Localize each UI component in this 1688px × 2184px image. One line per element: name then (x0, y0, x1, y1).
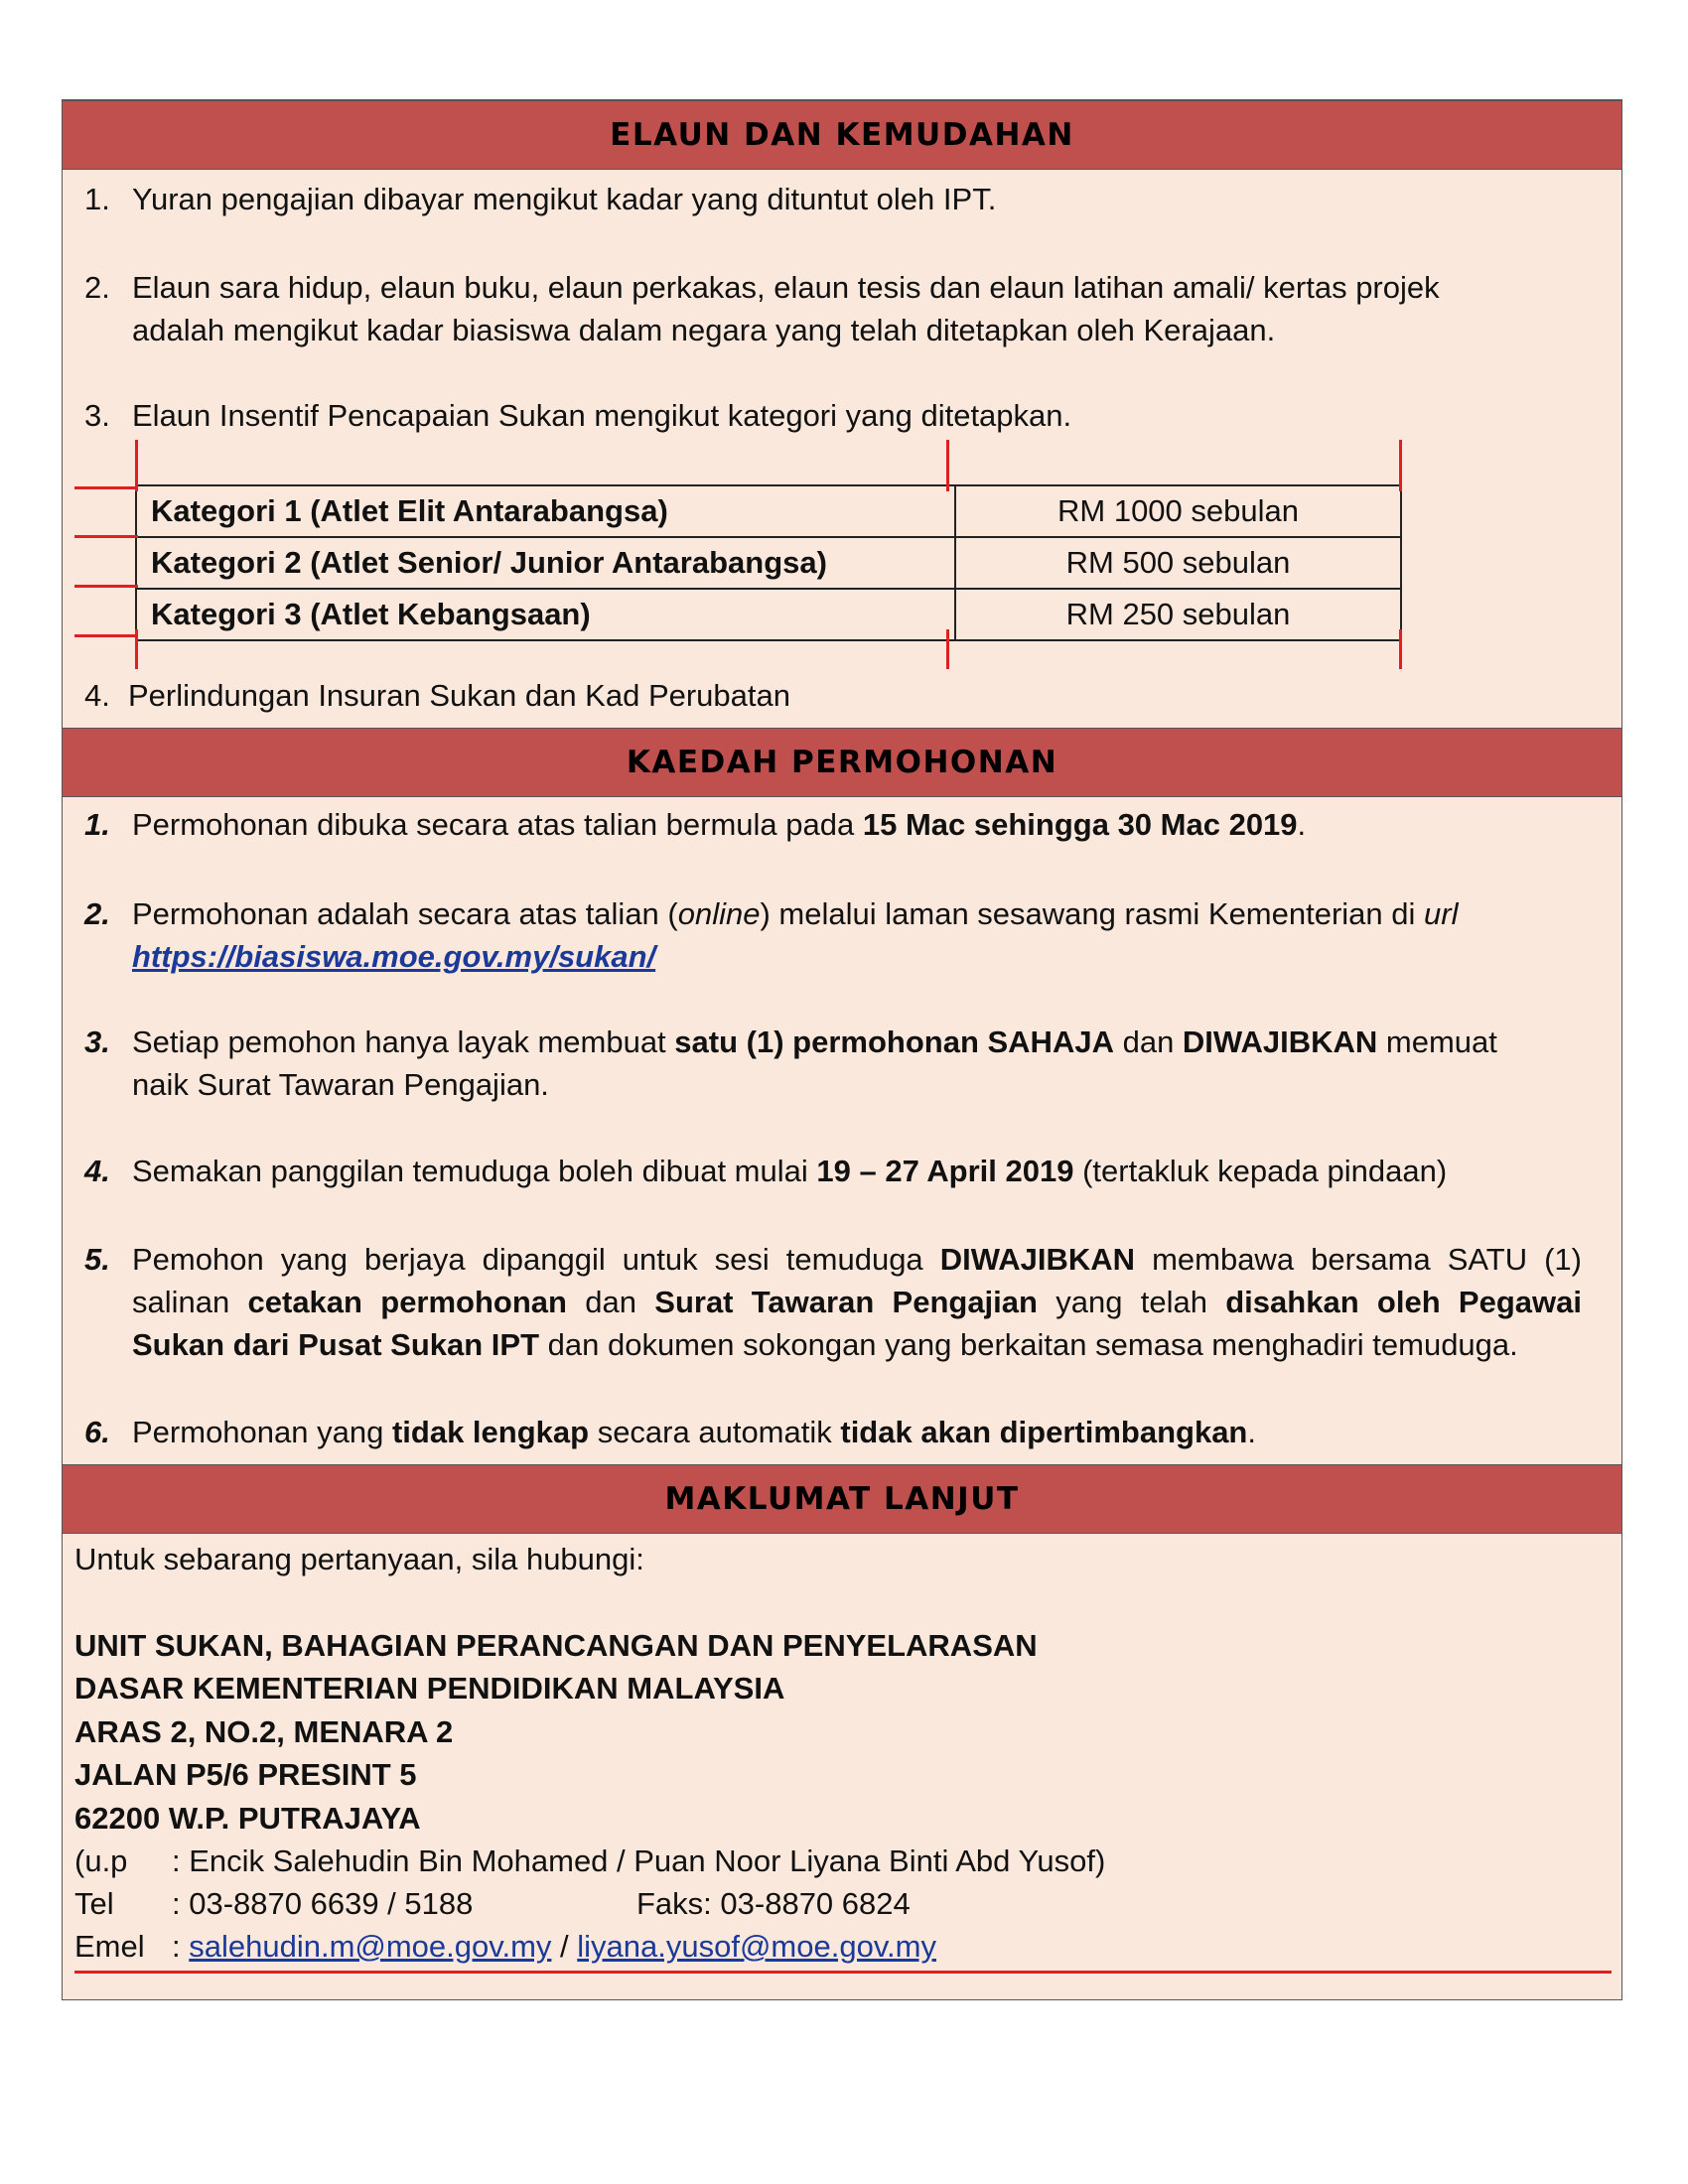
item-text: Sukan dari Pusat Sukan IPT dan dokumen sokongan yang berkaitan semasa menghadiri temuduga. (132, 1327, 1518, 1362)
item-number: 2. (84, 270, 110, 305)
incentive-table (135, 484, 1402, 641)
item-text: Perlindungan Insuran Sukan dan Kad Perubatan (128, 678, 790, 713)
portal-link[interactable]: https://biasiswa.moe.gov.my/sukan/ (132, 939, 656, 974)
address-line: 62200 W.P. PUTRAJAYA (74, 1801, 421, 1836)
tel-label: Tel (74, 1886, 114, 1921)
table-row (136, 589, 1401, 640)
item-text: naik Surat Tawaran Pengajian. (132, 1067, 549, 1102)
table-row (136, 537, 1401, 589)
section-title: KAEDAH PERMOHONAN (626, 745, 1058, 780)
contact-intro: Untuk sebarang pertanyaan, sila hubungi: (74, 1542, 644, 1576)
item-text: Semakan panggilan temuduga boleh dibuat mulai 19 – 27 April 2019 (tertakluk kepada pindaan) (132, 1154, 1448, 1188)
item-number: 1. (84, 182, 110, 216)
item-number: 4. (84, 1154, 110, 1188)
address-line: UNIT SUKAN, BAHAGIAN PERANCANGAN DAN PENYELARASAN (74, 1628, 1038, 1663)
category-cell: Kategori 3 (Atlet Kebangsaan) (136, 589, 955, 640)
address-line: ARAS 2, NO.2, MENARA 2 (74, 1714, 454, 1749)
item-text: Permohonan adalah secara atas talian (online) melalui laman sesawang rasmi Kementerian di url (132, 896, 1459, 931)
guide-line (946, 629, 949, 669)
email-link-salehudin[interactable]: salehudin.m@moe.gov.my (189, 1929, 552, 1964)
amount-cell: RM 500 sebulan (955, 537, 1401, 589)
email-link-liyana[interactable]: liyana.yusof@moe.gov.my (577, 1929, 936, 1964)
amount-cell: RM 1000 sebulan (955, 485, 1401, 537)
item-number: 1. (84, 807, 110, 842)
email-row: : salehudin.m@moe.gov.my / liyana.yusof@moe.gov.my (172, 1929, 936, 1964)
document-frame (62, 99, 1622, 2000)
section-header-info (63, 1464, 1621, 1534)
item-text: salinan cetakan permohonan dan Surat Tawaran Pengajian yang telah disahkan oleh Pegawai (132, 1285, 1582, 1319)
section-title: ELAUN DAN KEMUDAHAN (610, 117, 1074, 153)
item-text: Yuran pengajian dibayar mengikut kadar yang dituntut oleh IPT. (132, 182, 997, 216)
attention-value: : Encik Salehudin Bin Mohamed / Puan Noor Liyana Binti Abd Yusof) (172, 1843, 1106, 1878)
item-number: 6. (84, 1415, 110, 1449)
fax-value: Faks: 03-8870 6824 (636, 1886, 911, 1921)
guide-line (74, 486, 138, 489)
item-text: Permohonan yang tidak lengkap secara automatik tidak akan dipertimbangkan. (132, 1415, 1256, 1449)
address-line: JALAN P5/6 PRESINT 5 (74, 1757, 417, 1792)
section-header-allowance (63, 100, 1621, 170)
category-cell: Kategori 1 (Atlet Elit Antarabangsa) (136, 485, 955, 537)
item-text: adalah mengikut kadar biasiswa dalam negara yang telah ditetapkan oleh Kerajaan. (132, 313, 1276, 347)
item-text: Elaun sara hidup, elaun buku, elaun perkakas, elaun tesis dan elaun latihan amali/ kertas projek (132, 270, 1440, 305)
attention-label: (u.p (74, 1843, 128, 1878)
guide-line (74, 634, 138, 637)
guide-line (946, 440, 949, 491)
item-text: Elaun Insentif Pencapaian Sukan mengikut kategori yang ditetapkan. (132, 398, 1072, 433)
item-text: Permohonan dibuka secara atas talian bermula pada 15 Mac sehingga 30 Mac 2019. (132, 807, 1307, 842)
amount-cell: RM 250 sebulan (955, 589, 1401, 640)
guide-line (74, 535, 138, 538)
item-text: Setiap pemohon hanya layak membuat satu (1) permohonan SAHAJA dan DIWAJIBKAN memuat (132, 1024, 1497, 1059)
item-text: Pemohon yang berjaya dipanggil untuk sesi temuduga DIWAJIBKAN membawa bersama SATU (1) (132, 1242, 1582, 1277)
category-cell: Kategori 2 (Atlet Senior/ Junior Antarabangsa) (136, 537, 955, 589)
guide-line (74, 585, 138, 588)
guide-line (135, 440, 138, 491)
item-number: 3. (84, 398, 110, 433)
item-number: 4. (84, 678, 110, 713)
item-number: 5. (84, 1242, 110, 1277)
section-title: MAKLUMAT LANJUT (664, 1481, 1020, 1517)
table-row (136, 485, 1401, 537)
email-label: Emel (74, 1929, 145, 1964)
guide-line (1399, 629, 1402, 669)
section-header-application (63, 728, 1621, 797)
item-number: 2. (84, 896, 110, 931)
tel-value: : 03-8870 6639 / 5188 (172, 1886, 474, 1921)
red-underline (74, 1971, 1612, 1974)
item-number: 3. (84, 1024, 110, 1059)
address-line: DASAR KEMENTERIAN PENDIDIKAN MALAYSIA (74, 1671, 785, 1706)
guide-line (1399, 440, 1402, 491)
